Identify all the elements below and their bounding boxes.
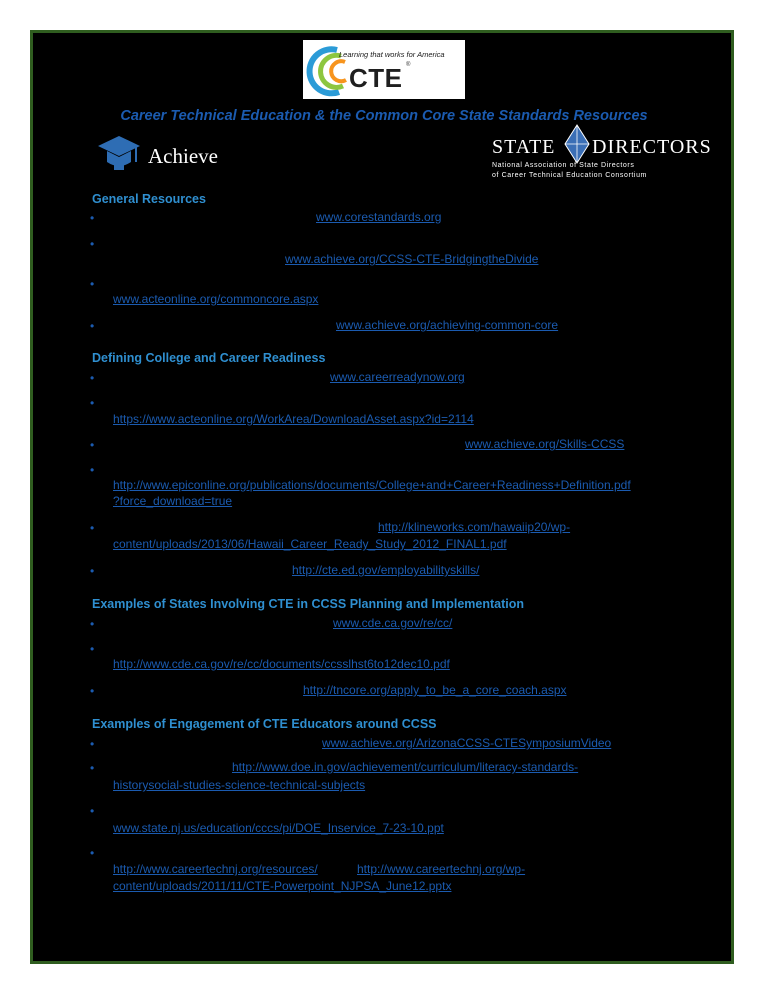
section-heading-college-career-readiness: Defining College and Career Readiness (92, 351, 326, 365)
directors-wordmark: DIRECTORS (592, 136, 712, 158)
bullet-icon: • (90, 438, 95, 452)
state-wordmark: STATE (492, 136, 556, 158)
bullet-icon: • (90, 396, 95, 410)
achieve-logo (96, 132, 226, 176)
link-nj-doe-inservice[interactable]: www.state.nj.us/education/cccs/pi/DOE_Inservice_7-23-10.ppt (113, 821, 444, 835)
state-directors-logo (490, 124, 712, 182)
state-directors-subline-2: of Career Technical Education Consortium (492, 172, 647, 179)
link-epic-readiness-definition-cont[interactable]: ?force_download=true (113, 494, 233, 508)
section-heading-engagement-cte: Examples of Engagement of CTE Educators around CCSS (92, 717, 437, 731)
bullet-icon: • (90, 846, 95, 860)
link-hawaii-career-ready-study[interactable]: http://klineworks.com/hawaiip20/wp- (378, 520, 571, 534)
link-careerreadynow[interactable]: www.careerreadynow.org (330, 370, 465, 384)
bullet-icon: • (90, 684, 95, 698)
link-epic-readiness-definition[interactable]: http://www.epiconline.org/publications/documents/College+and+Career+Readiness+Definition.pdf (113, 478, 631, 492)
section-heading-general-resources: General Resources (92, 192, 206, 206)
bullet-icon: • (90, 277, 95, 291)
link-careertechnj-wp[interactable]: http://www.careertechnj.org/wp- (357, 862, 526, 876)
bullet-icon: • (90, 319, 95, 333)
bullet-icon: • (90, 371, 95, 385)
diamond-emblem-icon (564, 124, 590, 164)
bullet-icon: • (90, 804, 95, 818)
link-cde-ca-cc[interactable]: www.cde.ca.gov/re/cc/ (333, 616, 453, 630)
link-careertechnj-resources[interactable]: http://www.careertechnj.org/resources/ (113, 862, 318, 876)
link-achieve-skills-ccss[interactable]: www.achieve.org/Skills-CCSS (465, 437, 625, 451)
link-indiana-literacy-standards[interactable]: http://www.doe.in.gov/achievement/curriculum/literacy-standards- (232, 760, 579, 774)
bullet-icon: • (90, 617, 95, 631)
bullet-icon: • (90, 564, 95, 578)
bullet-icon: • (90, 642, 95, 656)
bullet-icon: • (90, 237, 95, 251)
link-hawaii-career-ready-study-cont[interactable]: content/uploads/2013/06/Hawaii_Career_Ready_Study_2012_FINAL1.pdf (113, 537, 507, 551)
link-arizona-symposium-video[interactable]: www.achieve.org/ArizonaCCSS-CTESymposiumVideo (322, 736, 612, 750)
graduation-cap-icon (96, 132, 142, 176)
cte-wordmark: CTE (349, 63, 403, 93)
link-corestandards[interactable]: www.corestandards.org (316, 210, 442, 224)
link-indiana-literacy-standards-cont[interactable]: historysocial-studies-science-technical-subjects (113, 778, 366, 792)
cte-logo (303, 40, 465, 99)
cte-registered-mark: ® (406, 62, 411, 68)
bullet-icon: • (90, 761, 95, 775)
bullet-icon: • (90, 463, 95, 477)
link-careertechnj-wp-cont[interactable]: content/uploads/2011/11/CTE-Powerpoint_NJPSA_June12.pptx (113, 879, 452, 893)
bullet-icon: • (90, 521, 95, 535)
link-achieving-common-core[interactable]: www.achieve.org/achieving-common-core (336, 318, 559, 332)
link-tncore-core-coach[interactable]: http://tncore.org/apply_to_be_a_core_coach.aspx (303, 683, 567, 697)
link-acte-commoncore[interactable]: www.acteonline.org/commoncore.aspx (113, 292, 319, 306)
link-employability-skills[interactable]: http://cte.ed.gov/employabilityskills/ (292, 563, 480, 577)
link-achieve-bridging-divide[interactable]: www.achieve.org/CCSS-CTE-BridgingtheDivide (285, 252, 539, 266)
link-cde-ccsslhst[interactable]: http://www.cde.ca.gov/re/cc/documents/ccsslhst6to12dec10.pdf (113, 657, 450, 671)
link-acte-download-asset[interactable]: https://www.acteonline.org/WorkArea/DownloadAsset.aspx?id=2114 (113, 412, 474, 426)
state-directors-subline-1: National Association of State Directors (492, 162, 635, 169)
bullet-icon: • (90, 211, 95, 225)
page-title: Career Technical Education & the Common Core State Standards Resources (120, 108, 648, 124)
bullet-icon: • (90, 737, 95, 751)
achieve-wordmark: Achieve (148, 144, 218, 168)
section-heading-states-ccss: Examples of States Involving CTE in CCSS Planning and Implementation (92, 597, 525, 611)
cte-tagline: Learning that works for America (339, 50, 445, 59)
